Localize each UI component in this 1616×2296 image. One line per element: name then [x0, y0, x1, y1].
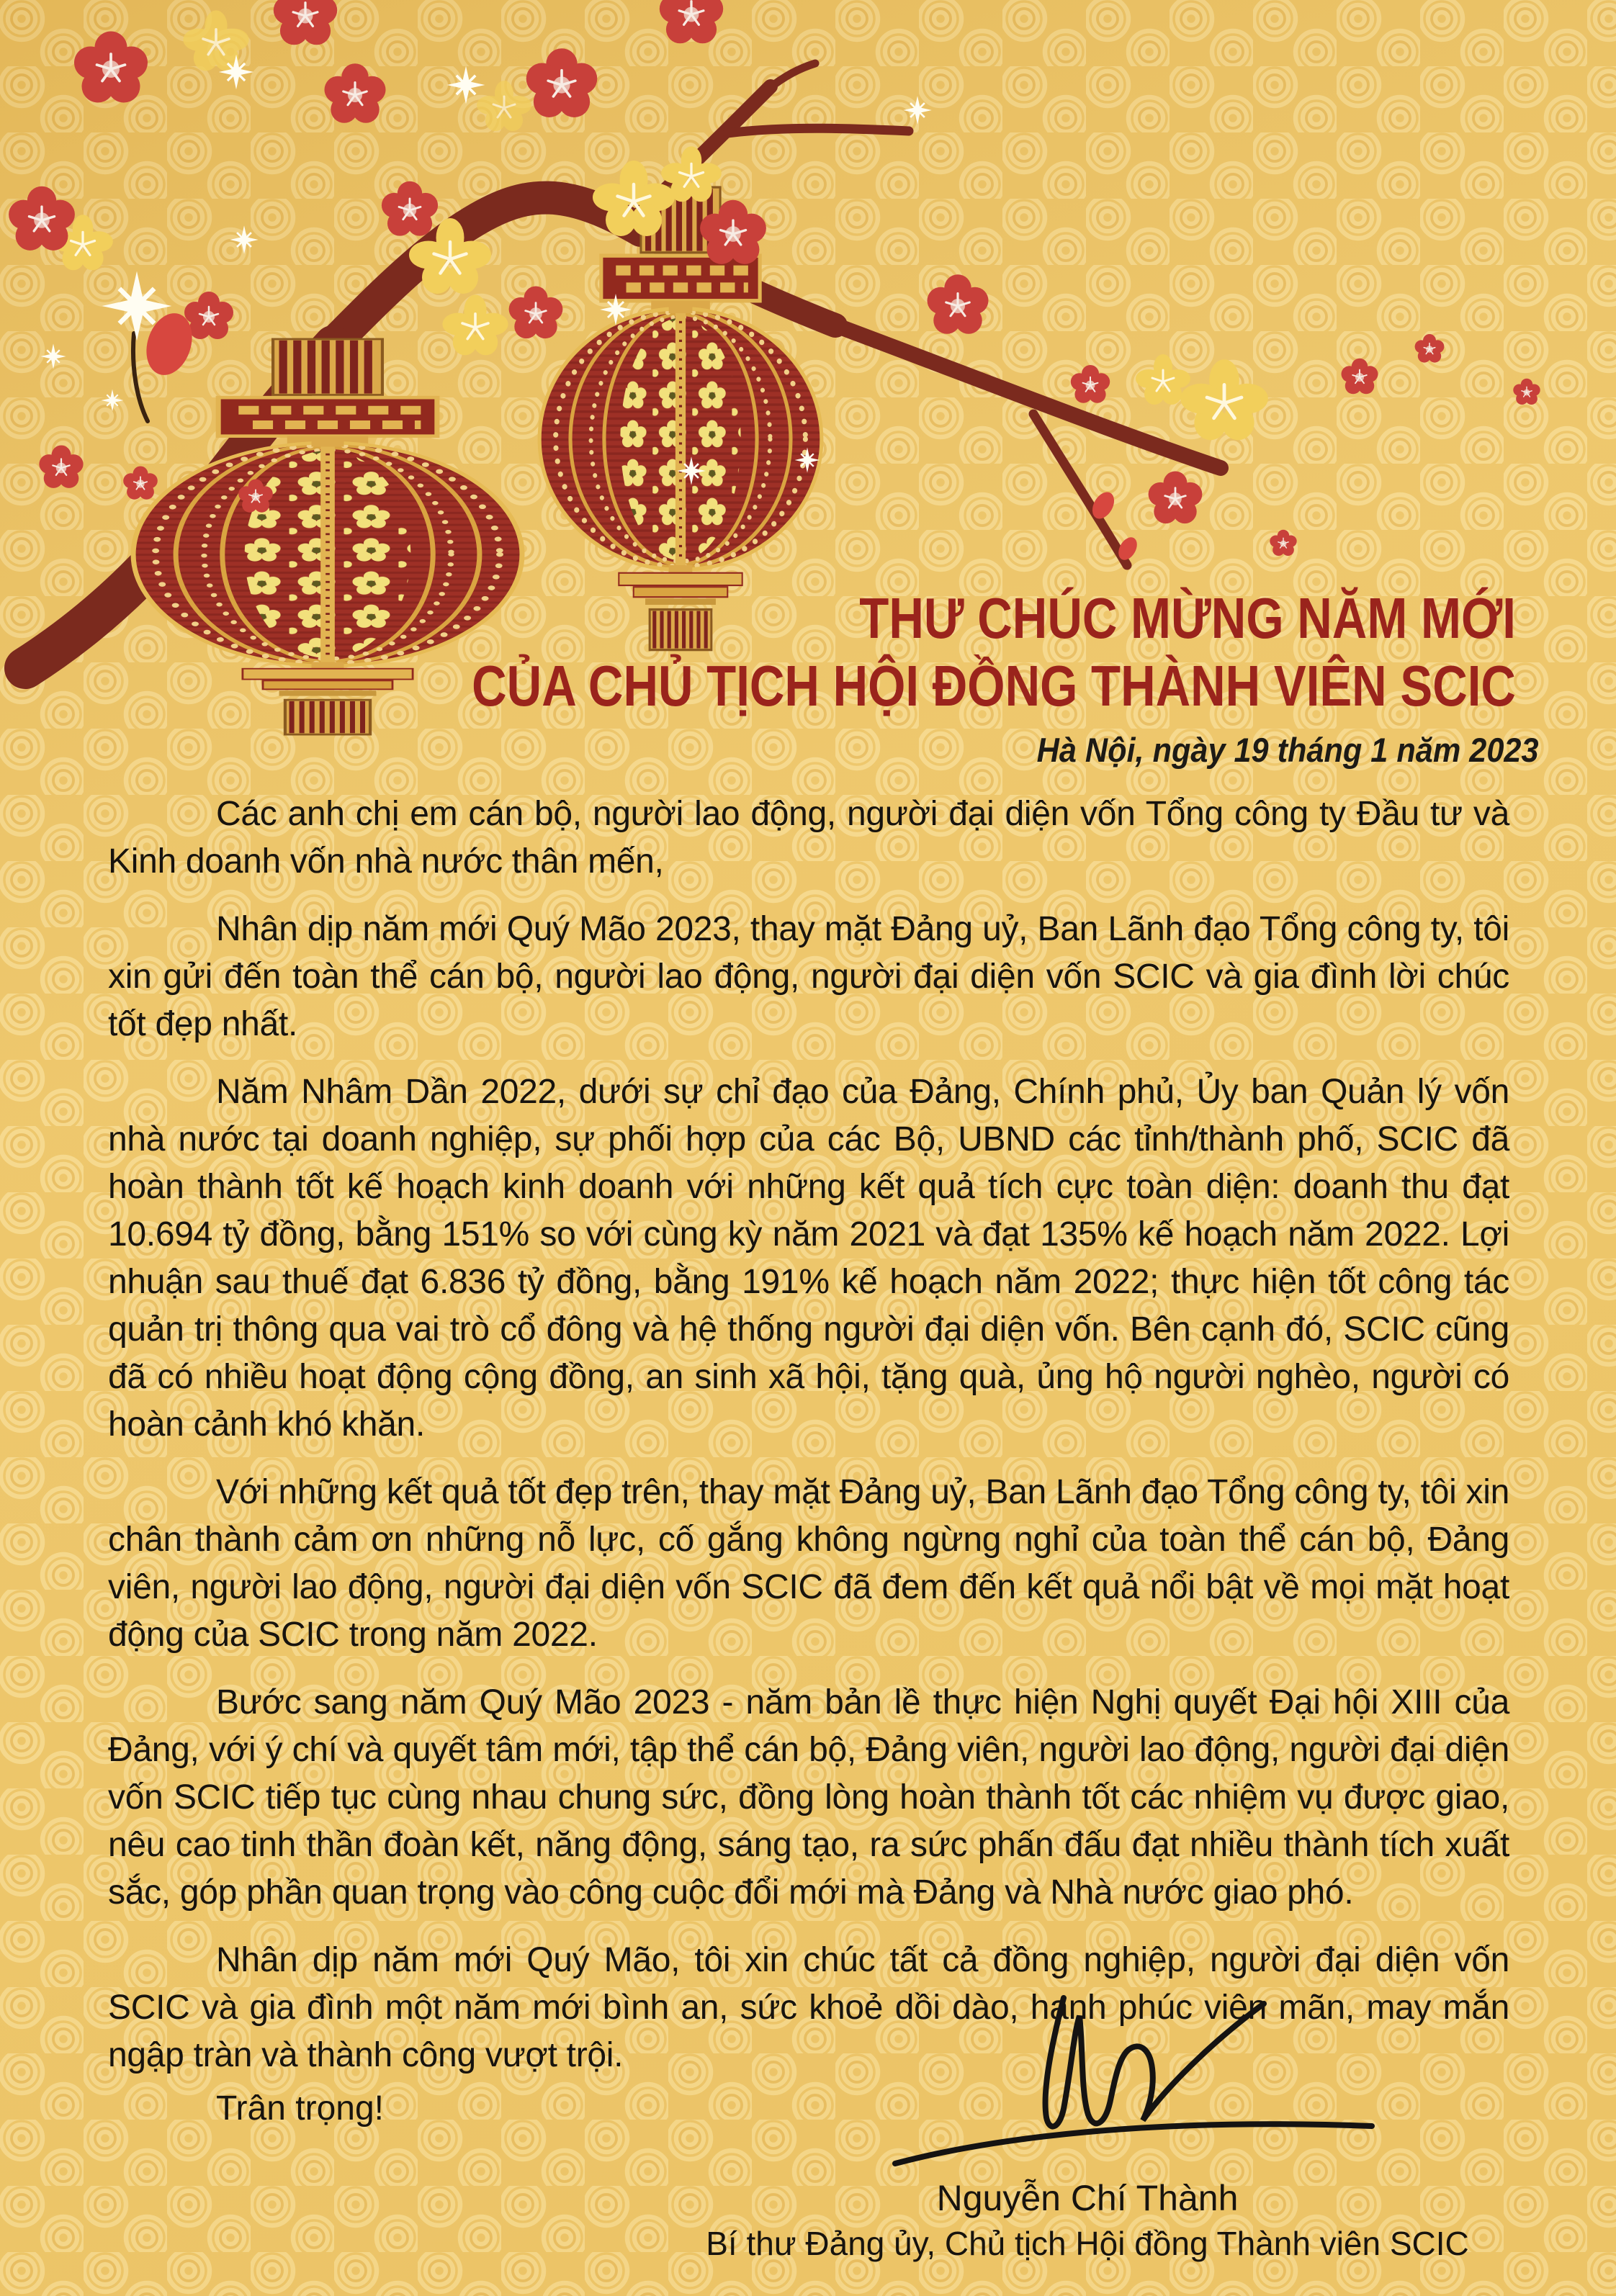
- signature-scribble: [688, 1976, 1487, 2171]
- letter-paragraph: Với những kết quả tốt đẹp trên, thay mặt Đảng uỷ, Ban Lãnh đạo Tổng công ty, tôi xin chân thành cảm ơn những nỗ lực, cố gắng không ngừng nghỉ của toàn thể cán bộ, Đảng viên, người lao động, người đại diện vốn SCIC đã đem đến kết quả nổi bật về mọi mặt hoạt động của SCIC trong năm 2022.: [108, 1473, 1509, 1654]
- letter-paragraph: Nhân dịp năm mới Quý Mão, tôi xin chúc tất cả đồng nghiệp, người đại diện vốn SCIC và gia đình một năm mới bình an, sức khoẻ dồi dào, hạnh phúc viên mãn, may mắn ngập tràn và thành công vượt trội.: [108, 1941, 1509, 2074]
- signer-title: Bí thư Đảng ủy, Chủ tịch Hội đồng Thành viên SCIC: [706, 2225, 1469, 2262]
- letter-paragraph: Năm Nhâm Dần 2022, dưới sự chỉ đạo của Đảng, Chính phủ, Ủy ban Quản lý vốn nhà nước tại doanh nghiệp, sự phối hợp của các Bộ, UBND các tỉnh/thành phố, SCIC đã hoàn thành tốt kế hoạch kinh doanh với những kết quả tích cực toàn diện: doanh thu đạt 10.694 tỷ đồng, bằng 151% so với cùng kỳ năm 2021 và đạt 135% kế hoạch năm 2022. Lợi nhuận sau thuế đạt 6.836 tỷ đồng, bằng 191% kế hoạch năm 2022; thực hiện tốt công tác quản trị thông qua vai trò cổ đông và hệ thống người đại diện vốn. Bên cạnh đó, SCIC cũng đã có nhiều hoạt động cộng đồng, an sinh xã hội, tặng quà, ủng hộ người nghèo, người có hoàn cảnh khó khăn.: [108, 1073, 1509, 1444]
- letter-paragraph: Nhân dịp năm mới Quý Mão 2023, thay mặt Đảng uỷ, Ban Lãnh đạo Tổng công ty, tôi xin gửi đến toàn thể cán bộ, người lao động, người đại diện vốn SCIC và gia đình lời chúc tốt đẹp nhất.: [108, 910, 1509, 1043]
- signature-block: [688, 1976, 1487, 2264]
- signer-name: Nguyễn Chí Thành: [936, 2178, 1239, 2218]
- letter-paragraph: Các anh chị em cán bộ, người lao động, người đại diện vốn Tổng công ty Đầu tư và Kinh doanh vốn nhà nước thân mến,: [108, 795, 1509, 881]
- dateline: Hà Nội, ngày 19 tháng 1 năm 2023: [1036, 731, 1538, 769]
- title-line-2: CỦA CHỦ TỊCH HỘI ĐỒNG THÀNH VIÊN SCIC: [472, 654, 1516, 718]
- closing-salutation: Trân trọng!: [216, 2089, 384, 2128]
- letter-body: [108, 791, 1509, 2099]
- letter-title: [273, 585, 1516, 720]
- letter-paragraph: Bước sang năm Quý Mão 2023 - năm bản lề thực hiện Nghị quyết Đại hội XIII của Đảng, với ý chí và quyết tâm mới, tập thể cán bộ, Đảng viên, người lao động, người đại diện vốn SCIC tiếp tục cùng nhau chung sức, đồng lòng hoàn thành tốt các nhiệm vụ được giao, nêu cao tinh thần đoàn kết, năng động, sáng tạo, ra sức phấn đấu đạt nhiều thành tích xuất sắc, góp phần quan trọng vào công cuộc đổi mới mà Đảng và Nhà nước giao phó.: [108, 1683, 1509, 1912]
- red-lantern-icon-right: [539, 187, 822, 650]
- title-line-1: THƯ CHÚC MỪNG NĂM MỚI: [859, 586, 1516, 650]
